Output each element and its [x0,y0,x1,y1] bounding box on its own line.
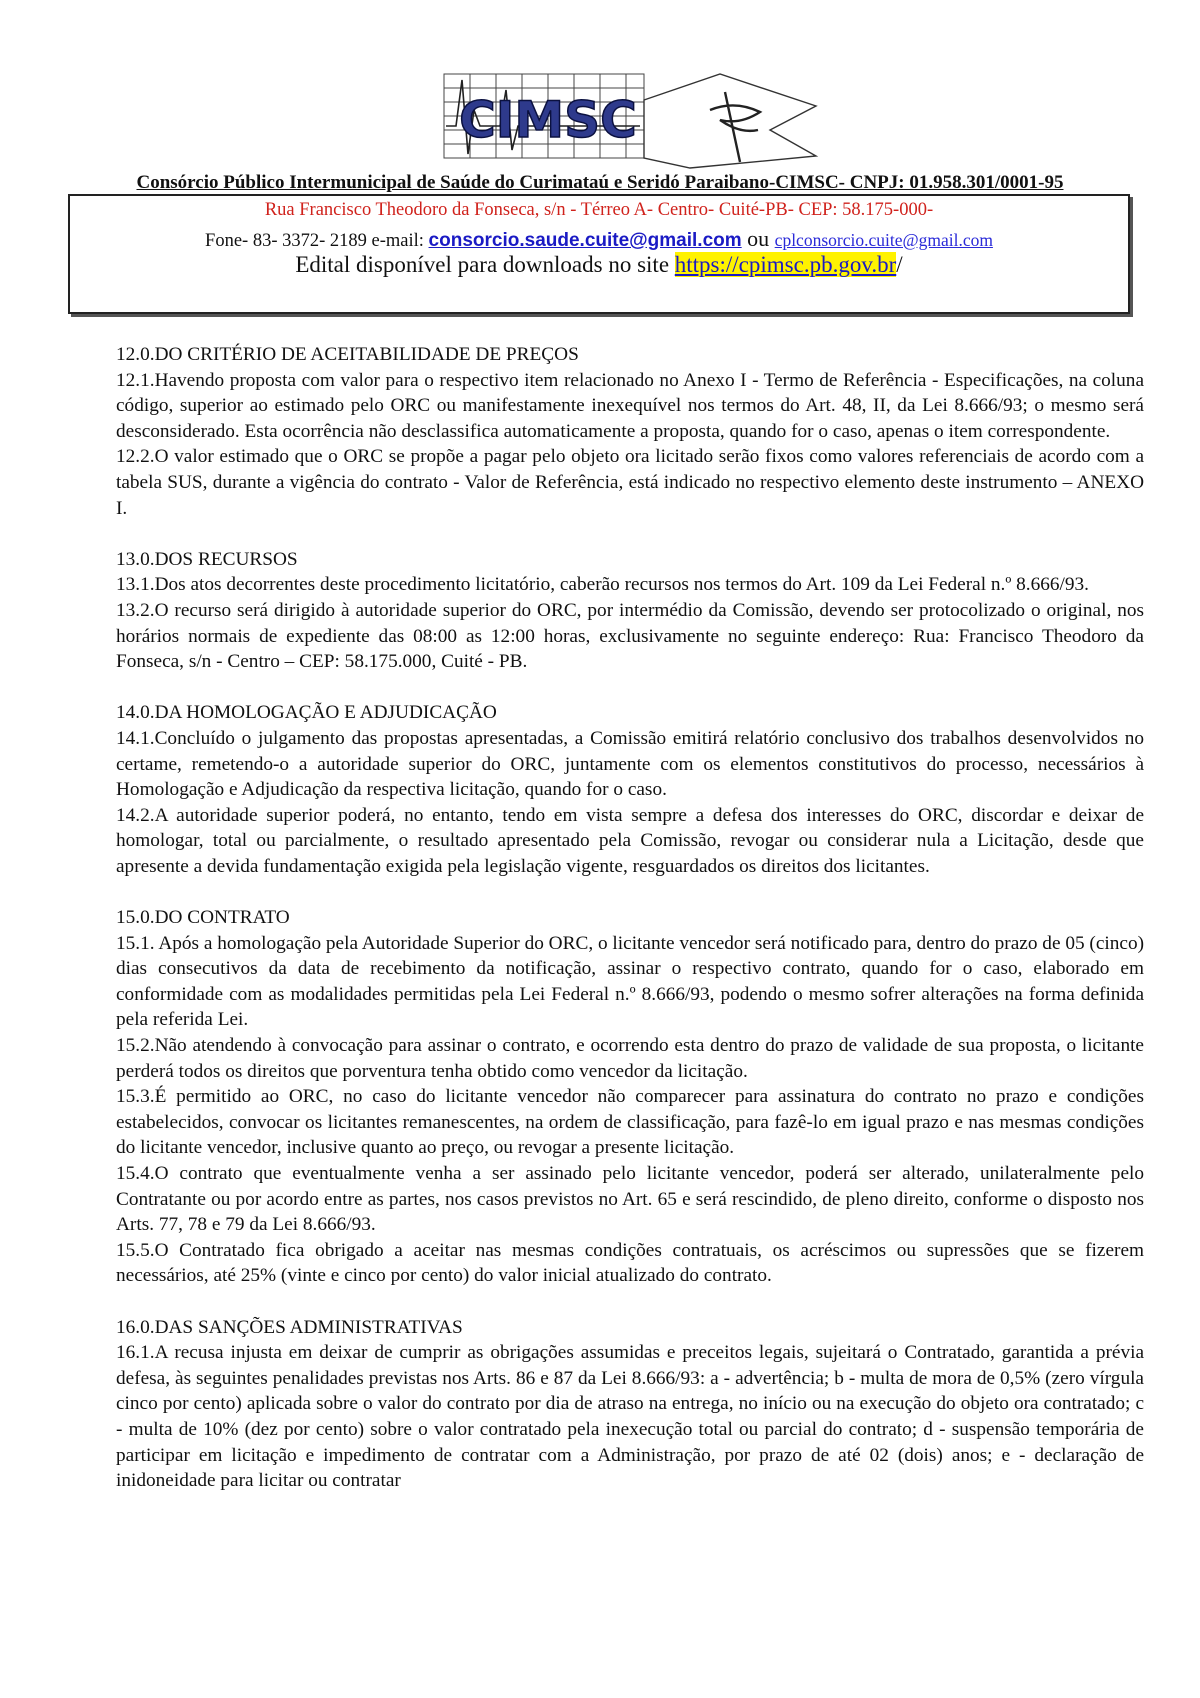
site-link[interactable]: https://cpimsc.pb.gov.br [674,252,897,277]
site-prefix: Edital disponível para downloads no site [295,252,675,277]
consortium-title: Consórcio Público Intermunicipal de Saúde do Curimataú e Seridó Paraibano-CIMSC- CNPJ: 01.958.301/0001-95 [136,172,1064,193]
address-line: Rua Francisco Theodoro da Fonseca, s/n - Térreo A- Centro- Cuité-PB- CEP: 58.175-000- [264,200,934,220]
paragraph: 15.3.É permitido ao ORC, no caso do licitante vencedor não comparecer para assinatura do contrato no prazo e condições estabelecidos, convocar os licitantes remanescentes, na ordem de classificação, para fazê-lo em igual prazo e nas mesmas condições do licitante vencedor, inclusive quanto ao preço, ou revogar a presente licitação. [116,1086,1144,1159]
section-heading: 12.0.DO CRITÉRIO DE ACEITABILIDADE DE PREÇOS [116,344,579,365]
phone-text: Fone- 83- 3372- 2189 e-mail: [205,231,429,251]
paragraph: 15.4.O contrato que eventualmente venha a ser assinado pelo licitante vencedor, poderá ser alterado, unilateralmente pelo Contratante ou por acordo entre as partes, nos casos previstos no Art. 65 e será rescindido, de pleno direito, conforme o disposto nos Arts. 77, 78 e 79 da Lei 8.666/93. [116,1163,1144,1236]
site-suffix: / [896,252,903,277]
email-separator: ou [741,226,775,251]
phone-email-line [70,226,1128,252]
document-body [116,342,1144,1494]
paragraph: 16.1.A recusa injusta em deixar de cumprir as obrigações assumidas e preceitos legais, sujeitará o Contratado, garantida a prévia defesa, às seguintes penalidades previstas nos Arts. 86 e 87 da Lei 8.666/93: a - advertência; b - multa de mora de 0,5% (zero vírgula cinco por cento) aplicada sobre o valor do contrato por dia de atraso na entrega, no início ou na execução do objeto ora contratado; c - multa de 10% (dez por cento) sobre o valor contratado pela inexecução total ou parcial do contrato; d - suspensão temporária de participar em licitação e impedimento de contratar com a Administração, por prazo de até 02 (dois) anos; e - declaração de inidoneidade para licitar ou contratar [116,1342,1144,1492]
section-heading: 14.0.DA HOMOLOGAÇÃO E ADJUDICAÇÃO [116,702,497,724]
paragraph: 12.2.O valor estimado que o ORC se propõe a pagar pelo objeto ora licitado serão fixos como valores referenciais de acordo com a tabela SUS, durante a vigência do contrato - Valor de Referência, está indicado no respectivo elemento deste instrumento – ANEXO I. [116,446,1144,519]
section-heading: 16.0.DAS SANÇÕES ADMINISTRATIVAS [116,1316,463,1338]
logo-text: CIMSC [459,91,637,149]
paragraph: 15.2.Não atendendo à convocação para assinar o contrato, e ocorrendo esta dentro do prazo de validade de sua proposta, o licitante perderá todos os direitos que porventura tenha obtido como vencedor da licitação. [116,1035,1144,1082]
section-heading: 13.0.DOS RECURSOS [116,548,298,570]
site-line [70,252,1128,278]
paragraph: 13.1.Dos atos decorrentes deste procedimento licitatório, caberão recursos nos termos do Art. 109 da Lei Federal n.º 8.666/93. [116,574,1089,596]
cimsc-logo [440,70,820,172]
paragraph: 15.5.O Contratado fica obrigado a aceitar nas mesmas condições contratuais, os acréscimos ou supressões que se fizerem necessários, até 25% (vinte e cinco por cento) do valor inicial atualizado do contrato. [116,1239,1144,1287]
email-primary-link[interactable]: consorcio.saude.cuite@gmail.com [428,230,742,251]
paragraph: 13.2.O recurso será dirigido à autoridade superior do ORC, por intermédio da Comissão, devendo ser protocolizado o original, nos horários normais de expediente das 08:00 as 12:00 horas, exclusivamente no seguinte endereço: Rua: Francisco Theodoro da Fonseca, s/n - Centro – CEP: 58.175.000, Cuité - PB. [116,599,1144,673]
contact-box [68,194,1130,314]
paragraph: 14.2.A autoridade superior poderá, no entanto, tendo em vista sempre a defesa dos interesses do ORC, discordar e deixar de homologar, total ou parcialmente, o resultado apresentado pela Comissão, revogar ou considerar nula a Licitação, desde que apresente a devida fundamentação exigida pela legislação vigente, resguardados os direitos dos licitantes. [116,804,1144,877]
paragraph: 15.1. Após a homologação pela Autoridade Superior do ORC, o licitante vencedor será notificado para, dentro do prazo de 05 (cinco) dias consecutivos da data de recebimento da notificação, assinar o respectivo contrato, quando for o caso, elaborado em conformidade com as modalidades permitidas pela Lei Federal n.º 8.666/93, podendo o mesmo sofrer alterações na forma definida pela referida Lei. [116,932,1145,1031]
paragraph: 14.1.Concluído o julgamento das propostas apresentadas, a Comissão emitirá relatório conclusivo dos trabalhos desenvolvidos no certame, remetendo-o a autoridade superior do ORC, juntamente com os elementos constitutivos do processo, necessários à Homologação e Adjudicação da respectiva licitação, quando for o caso. [116,727,1144,801]
section-heading: 15.0.DO CONTRATO [116,907,290,929]
paragraph: 12.1.Havendo proposta com valor para o respectivo item relacionado no Anexo I - Termo de Referência - Especificações, na coluna código, superior ao estimado pelo ORC ou manifestamente inexequível nos termos do Art. 48, II, da Lei 8.666/93; o mesmo será desconsiderado. Esta ocorrência não desclassifica automaticamente a proposta, quando for o caso, apenas o item correspondente. [116,369,1144,442]
email-secondary-link[interactable]: cplconsorcio.cuite@gmail.com [774,230,993,250]
